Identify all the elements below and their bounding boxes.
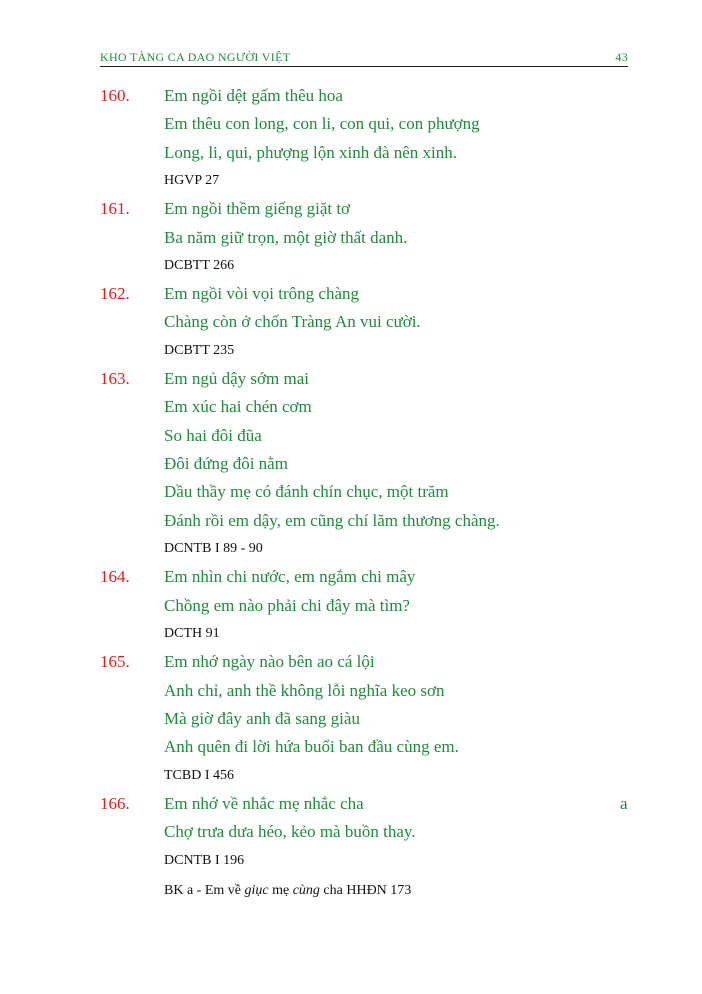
verse-line: So hai đôi đũa xyxy=(164,425,262,445)
poem-entry-163 xyxy=(100,365,628,563)
verse-line: Long, li, qui, phượng lộn xinh đà nên xinh. xyxy=(164,142,458,162)
entry-number: 162. xyxy=(100,284,130,304)
verse-line: Chàng còn ở chốn Tràng An vui cười. xyxy=(164,312,421,332)
verse-line: Em ngồi thềm giếng giặt tơ xyxy=(164,199,351,219)
note-mid: mẹ xyxy=(268,882,293,898)
poem-entry-162 xyxy=(100,280,628,365)
entry-number: 161. xyxy=(100,199,130,219)
poem-entry-165 xyxy=(100,648,628,790)
poem-entry-161 xyxy=(100,195,628,280)
verse-line: Mà giờ đây anh đã sang giàu xyxy=(164,708,360,728)
verse-line: Anh quên đi lời hứa buổi ban đầu cùng em. xyxy=(164,737,459,757)
entry-number: 165. xyxy=(100,652,130,672)
note-prefix: BK a - Em về xyxy=(164,882,245,898)
verse-line: Đôi đứng đôi nằm xyxy=(164,454,288,474)
source-citation: TCBD I 456 xyxy=(164,767,234,783)
verse-line xyxy=(164,790,628,818)
poem-entry-166 xyxy=(100,790,628,905)
entry-number: 160. xyxy=(100,86,130,105)
source-citation: DCBTT 235 xyxy=(164,342,235,358)
source-citation: HGVP 27 xyxy=(164,173,220,189)
source-citation: DCNTB I 89 - 90 xyxy=(164,541,263,557)
verse-line: Em ngủ dậy sớm mai xyxy=(164,368,309,388)
verse-line: Em nhìn chi nước, em ngắm chi mây xyxy=(164,567,416,587)
variant-marker: a xyxy=(620,793,628,813)
verse-line: Chợ trưa dưa héo, kẻo mà buồn thay. xyxy=(164,822,416,842)
poem-list xyxy=(100,82,628,905)
entry-number: 166. xyxy=(100,793,130,813)
verse-line: Em xúc hai chén cơm xyxy=(164,397,312,417)
verse-line: Em ngồi vòi vọi trông chàng xyxy=(164,284,360,304)
verse-line: Ba năm giữ trọn, một giờ thất danh. xyxy=(164,227,408,247)
verse-line: Em ngồi dệt gấm thêu hoa xyxy=(164,86,343,105)
book-title: KHO TÀNG CA DAO NGƯỜI VIỆT xyxy=(100,50,291,64)
verse-line: Anh chỉ, anh thề không lỗi nghĩa keo sơn xyxy=(164,680,445,700)
verse-line-text: Em nhớ về nhắc mẹ nhắc cha xyxy=(164,793,364,813)
variant-note xyxy=(164,877,628,905)
entry-number: 163. xyxy=(100,368,130,388)
entry-number: 164. xyxy=(100,567,130,587)
running-header xyxy=(100,48,628,67)
verse-line: Em thêu con long, con li, con qui, con phượng xyxy=(164,114,480,134)
verse-line: Em nhớ ngày nào bên ao cá lội xyxy=(164,652,375,672)
poem-entry-160 xyxy=(100,82,628,195)
verse-line: Đánh rồi em dậy, em cũng chí lăm thương chàng. xyxy=(164,510,500,530)
source-citation: DCTH 91 xyxy=(164,626,220,642)
source-citation: DCBTT 266 xyxy=(164,258,235,274)
verse-line: Dầu thầy mẹ có đánh chín chục, một trăm xyxy=(164,482,449,502)
verse-line: Chồng em nào phải chi đây mà tìm? xyxy=(164,595,410,615)
poem-entry-164 xyxy=(100,563,628,648)
note-suffix: cha HHĐN 173 xyxy=(319,882,412,898)
page-number: 43 xyxy=(615,50,628,64)
note-italic-word: cùng xyxy=(292,882,320,898)
note-italic-word: giục xyxy=(244,882,269,898)
source-citation: DCNTB I 196 xyxy=(164,852,245,868)
